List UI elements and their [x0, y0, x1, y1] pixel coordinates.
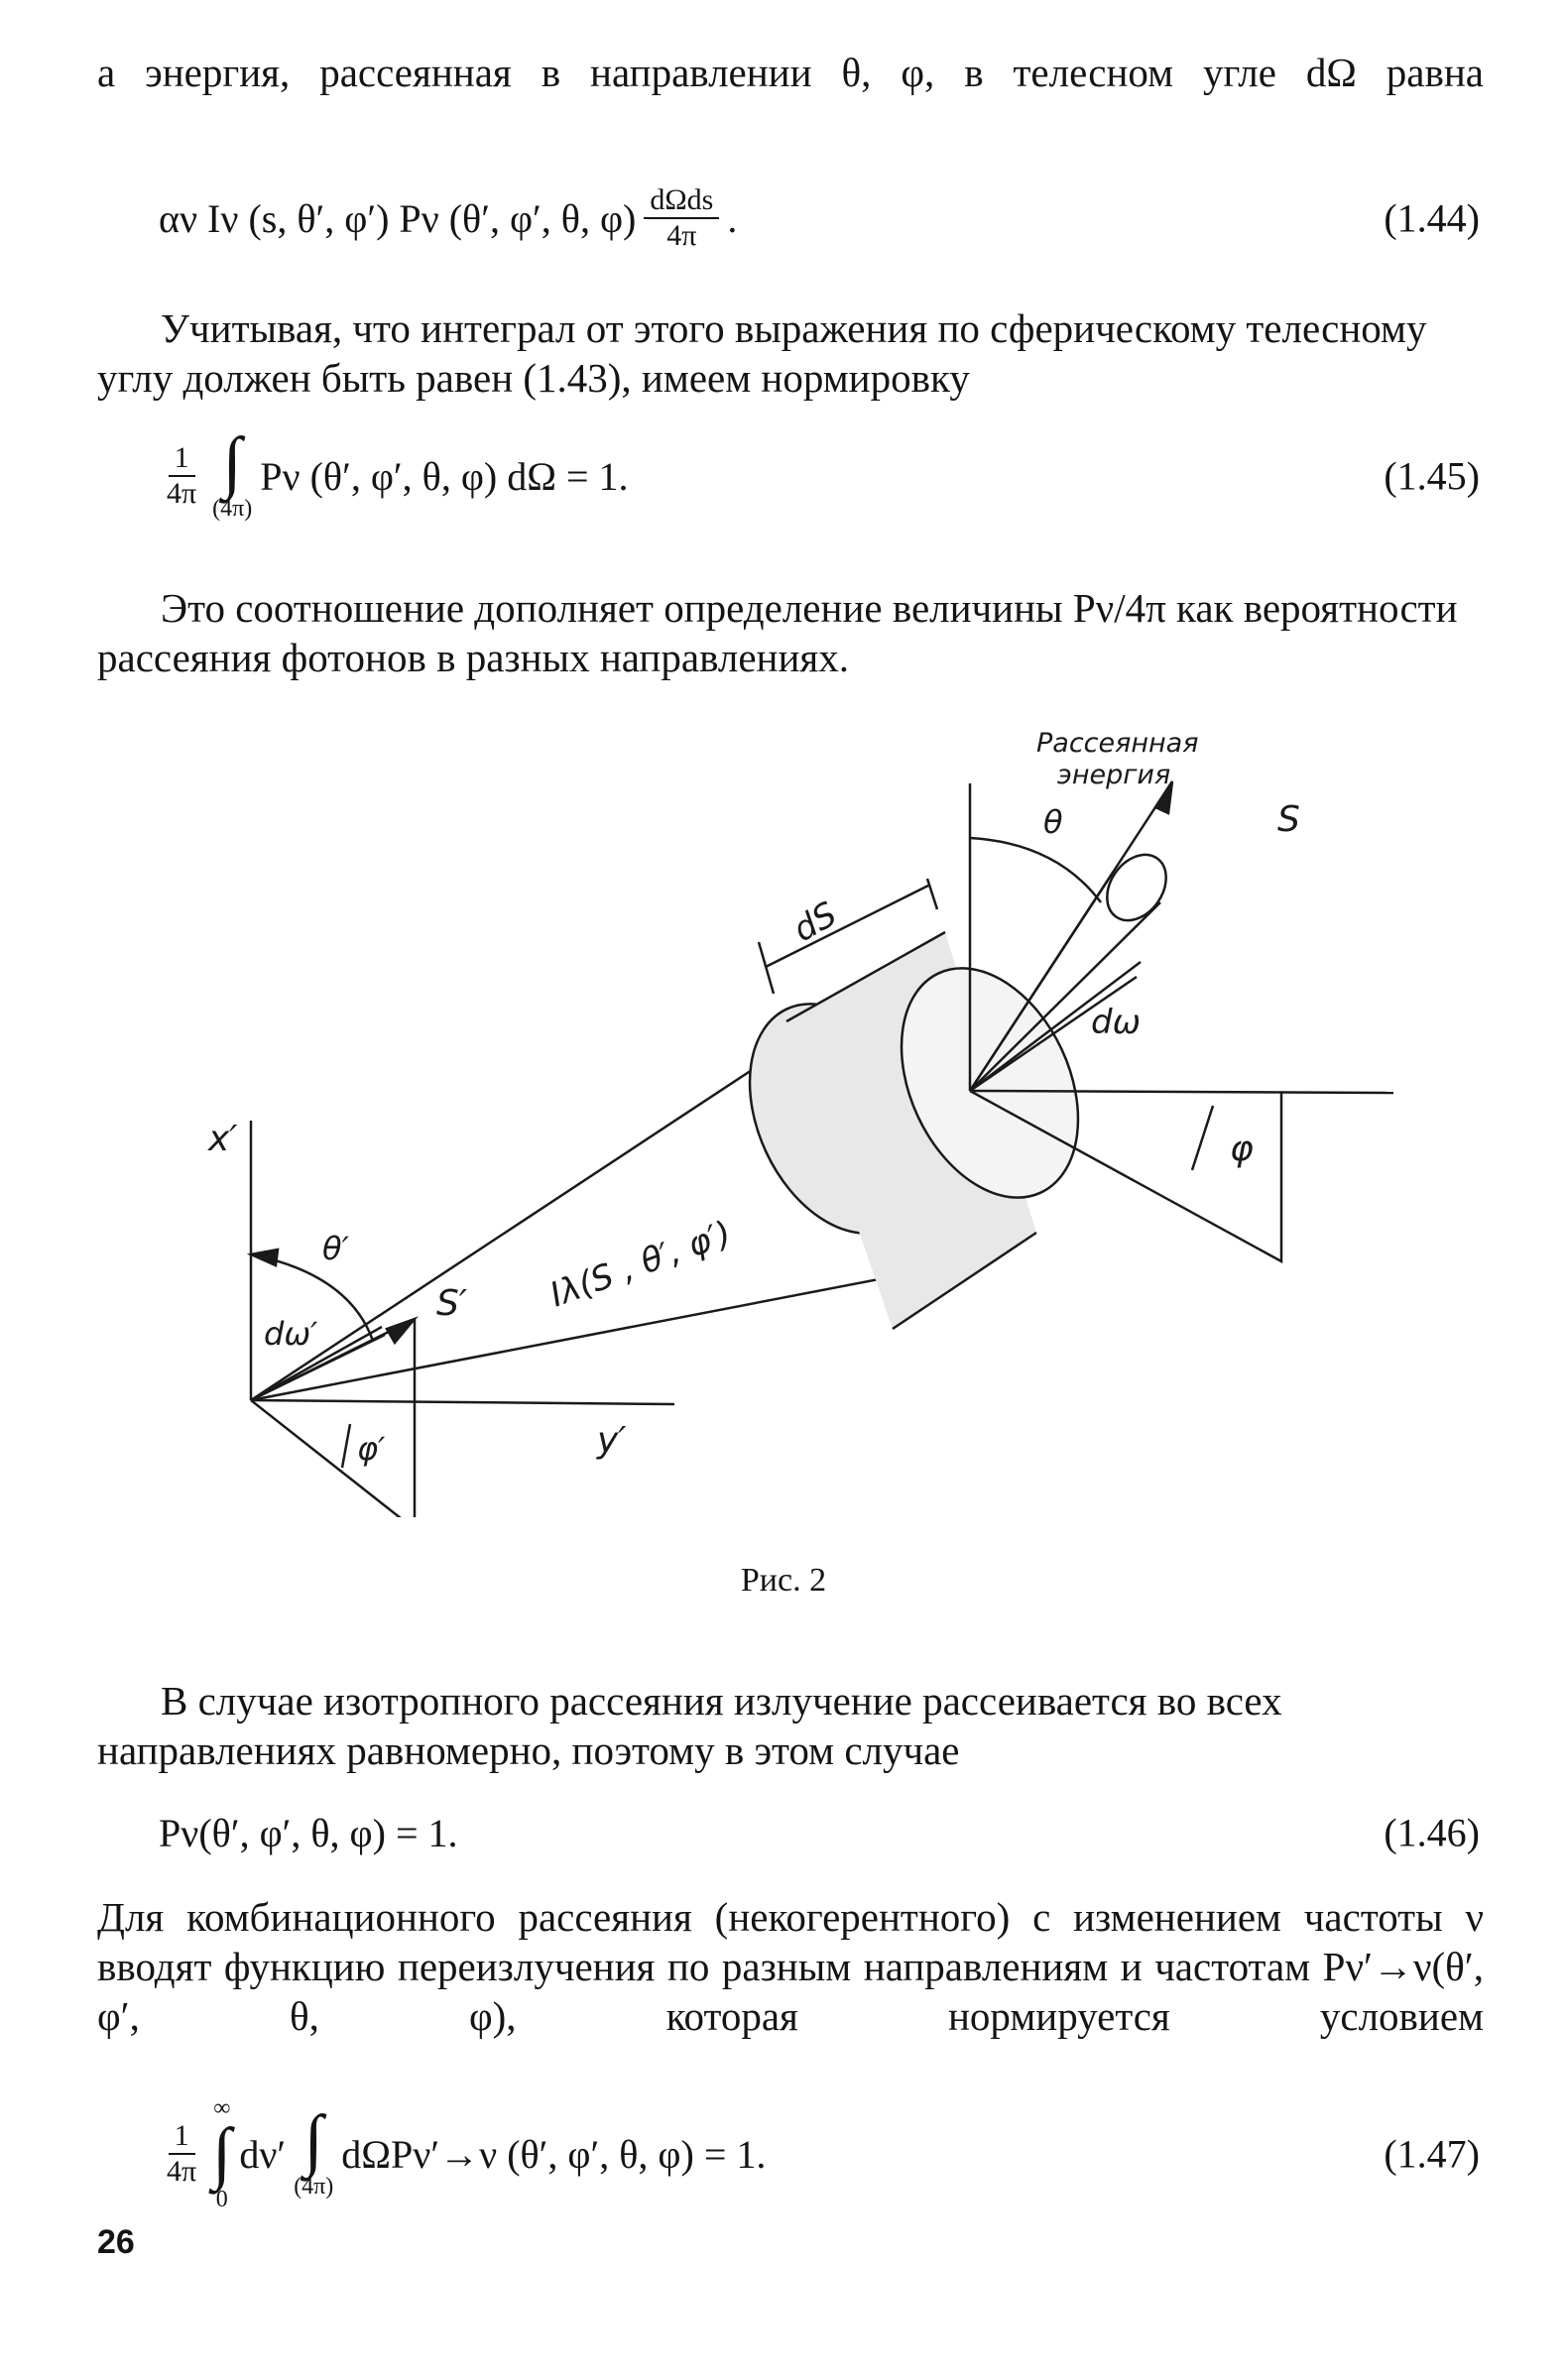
label-theta: θ	[1043, 803, 1063, 841]
integral-sign: ∫	[303, 2102, 323, 2179]
label-intensity: Iλ(S , θ′, φ′)	[544, 1213, 737, 1316]
eq46-number: (1.46)	[1384, 1810, 1480, 1855]
eq47-coef-den: 4π	[167, 2155, 197, 2188]
figure-caption: Рис. 2	[740, 1562, 827, 1599]
theta-prime-arrowhead	[251, 1250, 278, 1265]
paragraph-5: Для комбинационного рассеяния (некогерентного) с изменением частоты ν вводят функцию переизлучения по разным направлениям и частотам Pν′→ν(θ′, φ′, θ, φ), которая нормируется условием	[97, 1894, 1484, 2039]
eq47-int2-lower: (4π)	[294, 2174, 334, 2200]
eq44-period: .	[727, 195, 738, 241]
equation-1-46	[0, 1783, 1567, 1882]
eq45-number: (1.45)	[1384, 453, 1480, 499]
eq47-mid: dν′	[239, 2131, 287, 2177]
equation-1-44	[0, 169, 1567, 268]
eq44-fraction	[644, 183, 719, 253]
eq47-number: (1.47)	[1384, 2131, 1480, 2177]
eq47-body: dΩPν′→ν (θ′, φ′, θ, φ) = 1.	[341, 2131, 767, 2177]
eq45-integral	[212, 424, 253, 522]
label-scattered-energy-2: энергия	[1057, 760, 1171, 790]
eq47-coef	[167, 2119, 196, 2189]
paragraph-4: В случае изотропного рассеяния излучение рассеивается во всех направлениях равномерно, поэтому в этом случае	[97, 1678, 1282, 1773]
label-s: S	[1277, 799, 1300, 840]
eq47-integral-1	[212, 2095, 231, 2212]
label-theta-prime: θ′	[322, 1230, 349, 1267]
paragraph-3: Это соотношение дополняет определение величины Pν/4π как вероятности рассеяния фотонов в разных направлениях.	[97, 585, 1458, 680]
y-prime-axis	[251, 1400, 674, 1404]
label-phi-prime: φ′	[357, 1430, 386, 1468]
eq45-int-lower: (4π)	[212, 496, 253, 522]
eq44-left: αν Iν (s, θ′, φ′) Pν (θ′, φ′, θ, φ)	[159, 195, 637, 241]
equation-1-45	[0, 426, 1567, 526]
theta-arc	[970, 838, 1101, 902]
page-number: 26	[97, 2223, 135, 2261]
eq45-coef-num: 1	[169, 441, 195, 477]
label-x-prime: x′	[208, 1119, 238, 1159]
label-scattered-energy-1: Рассеянная	[1036, 728, 1199, 759]
eq44-number: (1.44)	[1384, 195, 1480, 241]
ds-ext-right	[927, 879, 937, 909]
integral-sign: ∫	[222, 424, 242, 501]
eq47-int1-lower: 0	[215, 2187, 228, 2212]
paragraph-1: а энергия, рассеянная в направлении θ, φ, в телесном угле dΩ равна	[97, 50, 1484, 95]
eq47-coef-num: 1	[169, 2119, 195, 2155]
eq44-frac-num: dΩds	[644, 183, 719, 219]
label-ds: dS	[786, 893, 844, 951]
eq45-body: Pν (θ′, φ′, θ, φ) dΩ = 1.	[260, 453, 629, 499]
eq45-coef-den: 4π	[167, 477, 197, 510]
phi-prime-arrow	[342, 1424, 350, 1468]
eq45-coef	[167, 441, 196, 511]
eq44-frac-den: 4π	[666, 219, 697, 252]
eq47-integral-2	[294, 2102, 334, 2200]
sprime-arrowhead	[387, 1319, 415, 1343]
label-phi: φ	[1230, 1129, 1254, 1169]
label-y-prime: y′	[597, 1420, 627, 1461]
scatter-cone-mouth	[1095, 844, 1178, 932]
label-domega: dω	[1091, 1003, 1142, 1042]
eq46-body: Pν(θ′, φ′, θ, φ) = 1.	[159, 1810, 458, 1855]
eq47-int1-upper: ∞	[213, 2095, 231, 2121]
integral-sign: ∫	[212, 2115, 232, 2192]
label-s-prime: S′	[436, 1283, 468, 1324]
label-domega-prime: dω′	[264, 1315, 318, 1353]
scattering-diagram	[139, 714, 1428, 1517]
phi-arrow	[1192, 1106, 1213, 1170]
equation-1-47	[0, 2094, 1567, 2213]
paragraph-2: Учитывая, что интеграл от этого выражения по сферическому телесному углу должен быть равен (1.43), имеем нормировку	[97, 305, 1427, 401]
